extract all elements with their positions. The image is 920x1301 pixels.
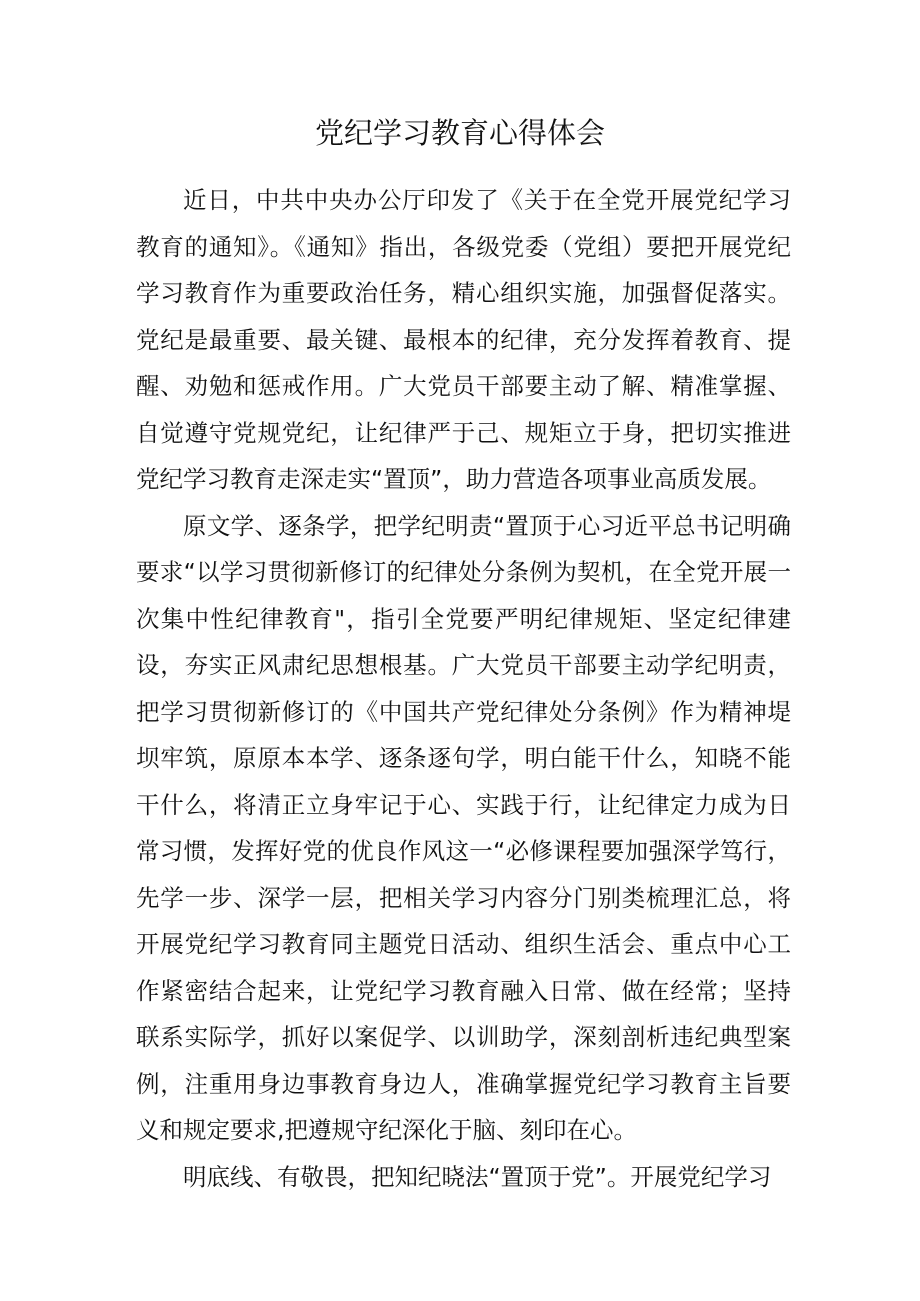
document-title: 党纪学习教育心得体会 <box>314 116 605 150</box>
document-body <box>136 177 791 1200</box>
paragraph-1: 近日，中共中央办公厅印发了《关于在全党开展党纪学习教育的通知》。《通知》指出，各级党委（党组）要把开展党纪学习教育作为重要政治任务，精心组织实施，加强督促落实。党纪是最重要、最关键、最根本的纪律，充分发挥着教育、提醒、劝勉和惩戒作用。广大党员干部要主动了解、精准掌握、自觉遵守党规党纪，让纪律严于己、规矩立于身，把切实推进党纪学习教育走深走实“置顶”，助力营造各项事业高质发展。 <box>136 186 791 493</box>
paragraph-3: 明底线、有敬畏，把知纪晓法“置顶于党”。开展党纪学习 <box>183 1162 772 1191</box>
paragraph-2: 原文学、逐条学，把学纪明责“置顶于心习近平总书记明确要求“以学习贯彻新修订的纪律处分条例为契机，在全党开展一次集中性纪律教育"，指引全党要严明纪律规矩、坚定纪律建设，夯实正风肃纪思想根基。广大党员干部要主动学纪明责，把学习贯彻新修订的《中国共产党纪律处分条例》作为精神堤坝牢筑，原原本本学、逐条逐句学，明白能干什么，知晓不能干什么，将清正立身牢记于心、实践于行，让纪律定力成为日常习惯，发挥好党的优良作风这一“必修课程要加强深学笃行，先学一步、深学一层，把相关学习内容分门别类梳理汇总，将开展党纪学习教育同主题党日活动、组织生活会、重点中心工作紧密结合起来，让党纪学习教育融入日常、做在经常；坚持联系实际学，抓好以案促学、以训助学，深刻剖析违纪典型案例，注重用身边事教育身边人，准确掌握党纪学习教育主旨要义和规定要求,把遵规守纪深化于脑、刻印在心。 <box>136 511 791 1144</box>
